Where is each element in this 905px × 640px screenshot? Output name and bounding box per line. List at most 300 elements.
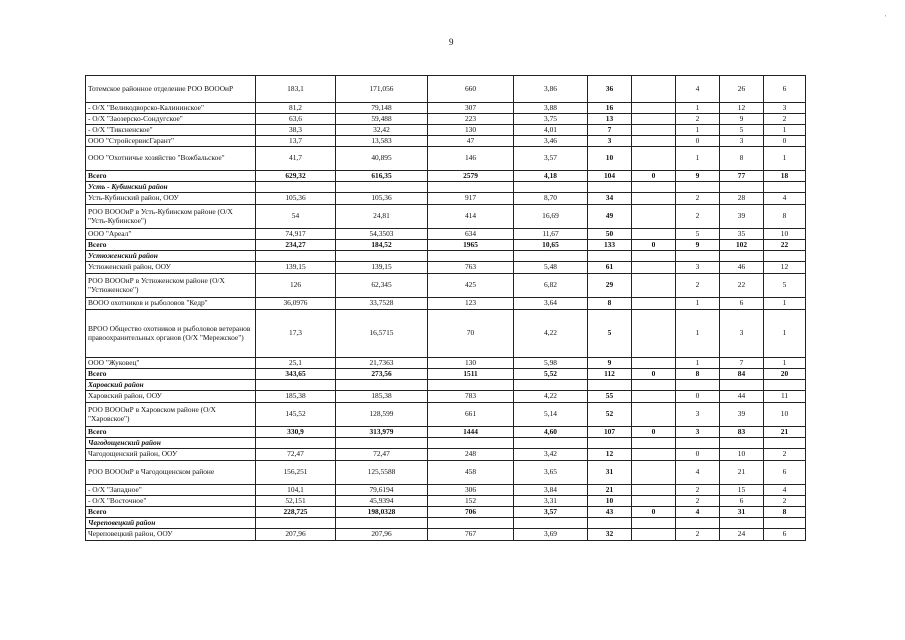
value-cell: 6 [764,461,806,485]
value-cell [632,518,676,529]
value-cell: 35 [720,229,764,240]
table-row [86,205,806,229]
value-cell: 0 [632,171,676,182]
value-cell: 156,251 [256,461,336,485]
value-cell: 59,488 [336,114,428,125]
table-row [86,193,806,205]
value-cell: 223 [428,114,514,125]
value-cell: 4 [676,461,720,485]
value-cell: 33,7528 [336,298,428,310]
row-label-cell: - О/Х "Восточное" [86,496,256,507]
value-cell: 1 [676,358,720,369]
value-cell: 139,15 [336,262,428,274]
value-cell: 4,22 [514,310,588,358]
value-cell [588,438,632,449]
value-cell: 4 [676,76,720,103]
value-cell: 0 [676,136,720,147]
value-cell: 1 [676,125,720,136]
value-cell: 47 [428,136,514,147]
value-cell [336,438,428,449]
value-cell: 1511 [428,369,514,380]
table-row [86,76,806,103]
value-cell: 40,895 [336,147,428,171]
value-cell: 1 [764,310,806,358]
row-label-cell: РОО ВОООиР в Харовском районе (О/Х "Харовское") [86,403,256,427]
total-row [86,369,806,380]
row-label-cell: Усть - Кубинский район [86,182,256,193]
value-cell: 0 [632,369,676,380]
value-cell [764,438,806,449]
row-label-cell: Всего [86,427,256,438]
value-cell: 50 [588,229,632,240]
value-cell: 3 [676,403,720,427]
value-cell: 21 [764,427,806,438]
value-cell: 4 [676,507,720,518]
value-cell: 5 [720,125,764,136]
value-cell: 22 [720,274,764,298]
value-cell: 0 [676,449,720,461]
value-cell: 207,96 [336,529,428,541]
value-cell [428,438,514,449]
row-label-cell: Тотемское районное отделение РОО ВОООиР [86,76,256,103]
value-cell [256,251,336,262]
row-label-cell: РОО ВОООиР в Чагодощенском районе [86,461,256,485]
value-cell: 130 [428,358,514,369]
value-cell: 145,52 [256,403,336,427]
row-label-cell: Всего [86,507,256,518]
value-cell: 10 [720,449,764,461]
table-row [86,298,806,310]
value-cell: 273,56 [336,369,428,380]
value-cell: 5,14 [514,403,588,427]
value-cell: 3,75 [514,114,588,125]
value-cell: 123 [428,298,514,310]
row-label-cell: Усть-Кубинский район, ООУ [86,193,256,205]
value-cell: 629,32 [256,171,336,182]
value-cell: 146 [428,147,514,171]
row-label-cell: Устюженский район, ООУ [86,262,256,274]
value-cell [514,438,588,449]
row-label-cell: Чагодощенский район [86,438,256,449]
table-row [86,310,806,358]
value-cell [632,461,676,485]
row-label-cell: Устюженский район [86,251,256,262]
value-cell [764,251,806,262]
value-cell [632,438,676,449]
table-row [86,114,806,125]
value-cell: 46 [720,262,764,274]
value-cell: 49 [588,205,632,229]
value-cell: 184,52 [336,240,428,251]
value-cell [588,251,632,262]
value-cell: 105,36 [336,193,428,205]
value-cell: 783 [428,391,514,403]
value-cell: 2 [676,193,720,205]
value-cell: 52,151 [256,496,336,507]
value-cell: 10,65 [514,240,588,251]
value-cell: 4,22 [514,391,588,403]
value-cell: 5,52 [514,369,588,380]
value-cell: 16 [588,103,632,114]
value-cell [764,182,806,193]
row-label-cell: ООО "Охотничье хозяйство "Вожбальское" [86,147,256,171]
value-cell [514,380,588,391]
value-cell: 55 [588,391,632,403]
value-cell: 21 [720,461,764,485]
section-header-row [86,380,806,391]
value-cell [632,262,676,274]
value-cell: 4,60 [514,427,588,438]
value-cell: 660 [428,76,514,103]
value-cell: 616,35 [336,171,428,182]
value-cell: 0 [676,391,720,403]
value-cell: 0 [632,507,676,518]
value-cell: 185,38 [336,391,428,403]
value-cell: 661 [428,403,514,427]
value-cell [428,518,514,529]
value-cell: 706 [428,507,514,518]
value-cell [514,518,588,529]
value-cell: 39 [720,403,764,427]
value-cell [632,114,676,125]
value-cell: 5 [764,274,806,298]
value-cell: 3 [764,103,806,114]
value-cell: 2 [676,529,720,541]
value-cell: 248 [428,449,514,461]
value-cell: 18 [764,171,806,182]
value-cell: 125,5588 [336,461,428,485]
table-container [85,75,806,541]
value-cell [632,449,676,461]
value-cell: 3,57 [514,147,588,171]
value-cell: 7 [720,358,764,369]
value-cell: 414 [428,205,514,229]
value-cell: 425 [428,274,514,298]
value-cell: 8 [588,298,632,310]
value-cell [764,380,806,391]
value-cell [632,485,676,496]
value-cell: 26 [720,76,764,103]
value-cell: 6 [764,76,806,103]
value-cell [632,310,676,358]
row-label-cell: Всего [86,171,256,182]
total-row [86,427,806,438]
value-cell: 36,0976 [256,298,336,310]
value-cell [256,438,336,449]
section-header-row [86,251,806,262]
value-cell [632,529,676,541]
table-row [86,125,806,136]
value-cell [676,438,720,449]
value-cell: 24,81 [336,205,428,229]
value-cell: 3,42 [514,449,588,461]
value-cell: 152 [428,496,514,507]
value-cell: 45,9394 [336,496,428,507]
value-cell: 74,917 [256,229,336,240]
value-cell: 21 [588,485,632,496]
value-cell [632,403,676,427]
value-cell: 31 [720,507,764,518]
value-cell: 43 [588,507,632,518]
row-label-cell: Череповецкий район, ООУ [86,529,256,541]
value-cell: 2 [764,114,806,125]
value-cell: 79,148 [336,103,428,114]
value-cell [632,205,676,229]
value-cell: 32 [588,529,632,541]
value-cell [632,380,676,391]
row-label-cell: - О/Х "Тиксненское" [86,125,256,136]
value-cell: 29 [588,274,632,298]
value-cell: 207,96 [256,529,336,541]
corner-mark: ' [885,14,887,22]
value-cell: 72,47 [336,449,428,461]
total-row [86,507,806,518]
value-cell: 15 [720,485,764,496]
value-cell [720,438,764,449]
value-cell: 306 [428,485,514,496]
value-cell: 343,65 [256,369,336,380]
value-cell: 112 [588,369,632,380]
value-cell [676,380,720,391]
value-cell: 28 [720,193,764,205]
row-label-cell: РОО ВОООиР в Усть-Кубинском районе (О/Х "Усть-Кубинское") [86,205,256,229]
value-cell: 39 [720,205,764,229]
value-cell: 13 [588,114,632,125]
value-cell: 183,1 [256,76,336,103]
value-cell [336,182,428,193]
value-cell [720,251,764,262]
value-cell: 3 [720,136,764,147]
value-cell [256,380,336,391]
value-cell: 234,27 [256,240,336,251]
row-label-cell: - О/Х "Великодворско-Калининское" [86,103,256,114]
table-row [86,358,806,369]
value-cell [632,136,676,147]
value-cell: 70 [428,310,514,358]
value-cell: 5 [588,310,632,358]
value-cell: 8 [676,369,720,380]
value-cell [632,103,676,114]
value-cell: 9 [588,358,632,369]
section-header-row [86,438,806,449]
value-cell: 9 [720,114,764,125]
value-cell: 3 [588,136,632,147]
table-row [86,529,806,541]
value-cell [632,76,676,103]
value-cell [588,518,632,529]
value-cell: 36 [588,76,632,103]
value-cell: 10 [588,147,632,171]
value-cell: 31 [588,461,632,485]
value-cell: 83 [720,427,764,438]
value-cell: 17,3 [256,310,336,358]
table-body [86,76,806,541]
value-cell [632,147,676,171]
value-cell: 1 [676,103,720,114]
value-cell: 313,979 [336,427,428,438]
value-cell: 41,7 [256,147,336,171]
row-label-cell: ООО "Ареал" [86,229,256,240]
value-cell: 1965 [428,240,514,251]
value-cell: 32,42 [336,125,428,136]
value-cell: 139,15 [256,262,336,274]
value-cell: 2579 [428,171,514,182]
value-cell: 917 [428,193,514,205]
value-cell: 16,69 [514,205,588,229]
value-cell: 9 [676,171,720,182]
value-cell [720,380,764,391]
value-cell: 4,18 [514,171,588,182]
value-cell: 104,1 [256,485,336,496]
value-cell: 3,31 [514,496,588,507]
value-cell: 6 [720,298,764,310]
value-cell [256,518,336,529]
value-cell: 24 [720,529,764,541]
value-cell: 61 [588,262,632,274]
value-cell: 10 [588,496,632,507]
value-cell: 54,3503 [336,229,428,240]
value-cell: 5,98 [514,358,588,369]
value-cell [720,182,764,193]
value-cell [256,182,336,193]
value-cell [632,125,676,136]
value-cell [632,358,676,369]
value-cell: 2 [676,485,720,496]
value-cell: 102 [720,240,764,251]
value-cell: 763 [428,262,514,274]
value-cell: 6 [720,496,764,507]
value-cell: 34 [588,193,632,205]
row-label-cell: РОО ВОООиР в Устюженском районе (О/Х "Устюженское") [86,274,256,298]
value-cell [336,380,428,391]
table-row [86,147,806,171]
value-cell [632,193,676,205]
value-cell: 128,599 [336,403,428,427]
value-cell: 1 [676,310,720,358]
value-cell: 634 [428,229,514,240]
value-cell: 104 [588,171,632,182]
row-label-cell: Череповецкий район [86,518,256,529]
value-cell: 330,9 [256,427,336,438]
row-label-cell: ООО "Жуковец" [86,358,256,369]
value-cell [676,251,720,262]
value-cell: 7 [588,125,632,136]
value-cell: 4 [764,193,806,205]
value-cell: 6,82 [514,274,588,298]
value-cell: 13,583 [336,136,428,147]
value-cell [632,274,676,298]
value-cell: 22 [764,240,806,251]
value-cell: 5 [676,229,720,240]
value-cell [588,380,632,391]
value-cell [336,518,428,529]
value-cell: 307 [428,103,514,114]
value-cell: 12 [720,103,764,114]
total-row [86,171,806,182]
value-cell: 11 [764,391,806,403]
total-row [86,240,806,251]
value-cell: 2 [676,114,720,125]
section-header-row [86,518,806,529]
table-row [86,103,806,114]
value-cell [632,298,676,310]
row-label-cell: Всего [86,369,256,380]
value-cell [514,251,588,262]
value-cell [428,251,514,262]
value-cell: 84 [720,369,764,380]
value-cell: 767 [428,529,514,541]
row-label-cell: Харовский район, ООУ [86,391,256,403]
value-cell: 8 [720,147,764,171]
value-cell: 3,84 [514,485,588,496]
value-cell: 1 [676,147,720,171]
value-cell: 228,725 [256,507,336,518]
value-cell: 2 [676,274,720,298]
value-cell: 2 [764,496,806,507]
value-cell: 3,86 [514,76,588,103]
value-cell: 171,056 [336,76,428,103]
value-cell: 10 [764,229,806,240]
value-cell: 2 [764,449,806,461]
value-cell: 79,6194 [336,485,428,496]
value-cell: 0 [632,427,676,438]
value-cell [764,518,806,529]
value-cell: 20 [764,369,806,380]
value-cell [588,182,632,193]
value-cell: 107 [588,427,632,438]
value-cell [632,229,676,240]
value-cell: 72,47 [256,449,336,461]
value-cell: 1 [764,298,806,310]
value-cell: 44 [720,391,764,403]
value-cell: 1 [764,125,806,136]
value-cell: 52 [588,403,632,427]
value-cell: 458 [428,461,514,485]
value-cell: 130 [428,125,514,136]
value-cell: 25,1 [256,358,336,369]
value-cell: 185,38 [256,391,336,403]
value-cell: 63,6 [256,114,336,125]
value-cell: 54 [256,205,336,229]
value-cell: 5,48 [514,262,588,274]
value-cell [632,182,676,193]
value-cell [676,518,720,529]
value-cell [428,182,514,193]
value-cell: 3,69 [514,529,588,541]
value-cell: 126 [256,274,336,298]
value-cell [336,251,428,262]
value-cell: 3,64 [514,298,588,310]
page-number: 9 [449,37,454,47]
table-row [86,485,806,496]
table-row [86,262,806,274]
value-cell: 3,57 [514,507,588,518]
value-cell [428,380,514,391]
value-cell [632,251,676,262]
value-cell: 8 [764,507,806,518]
section-header-row [86,182,806,193]
value-cell: 3 [720,310,764,358]
table-row [86,136,806,147]
value-cell: 0 [632,240,676,251]
table-row [86,391,806,403]
value-cell: 6 [764,529,806,541]
value-cell: 12 [764,262,806,274]
row-label-cell: ВООО охотников и рыболовов "Кедр" [86,298,256,310]
row-label-cell: ООО "СтройсервисГарант" [86,136,256,147]
value-cell [514,182,588,193]
table-row [86,496,806,507]
